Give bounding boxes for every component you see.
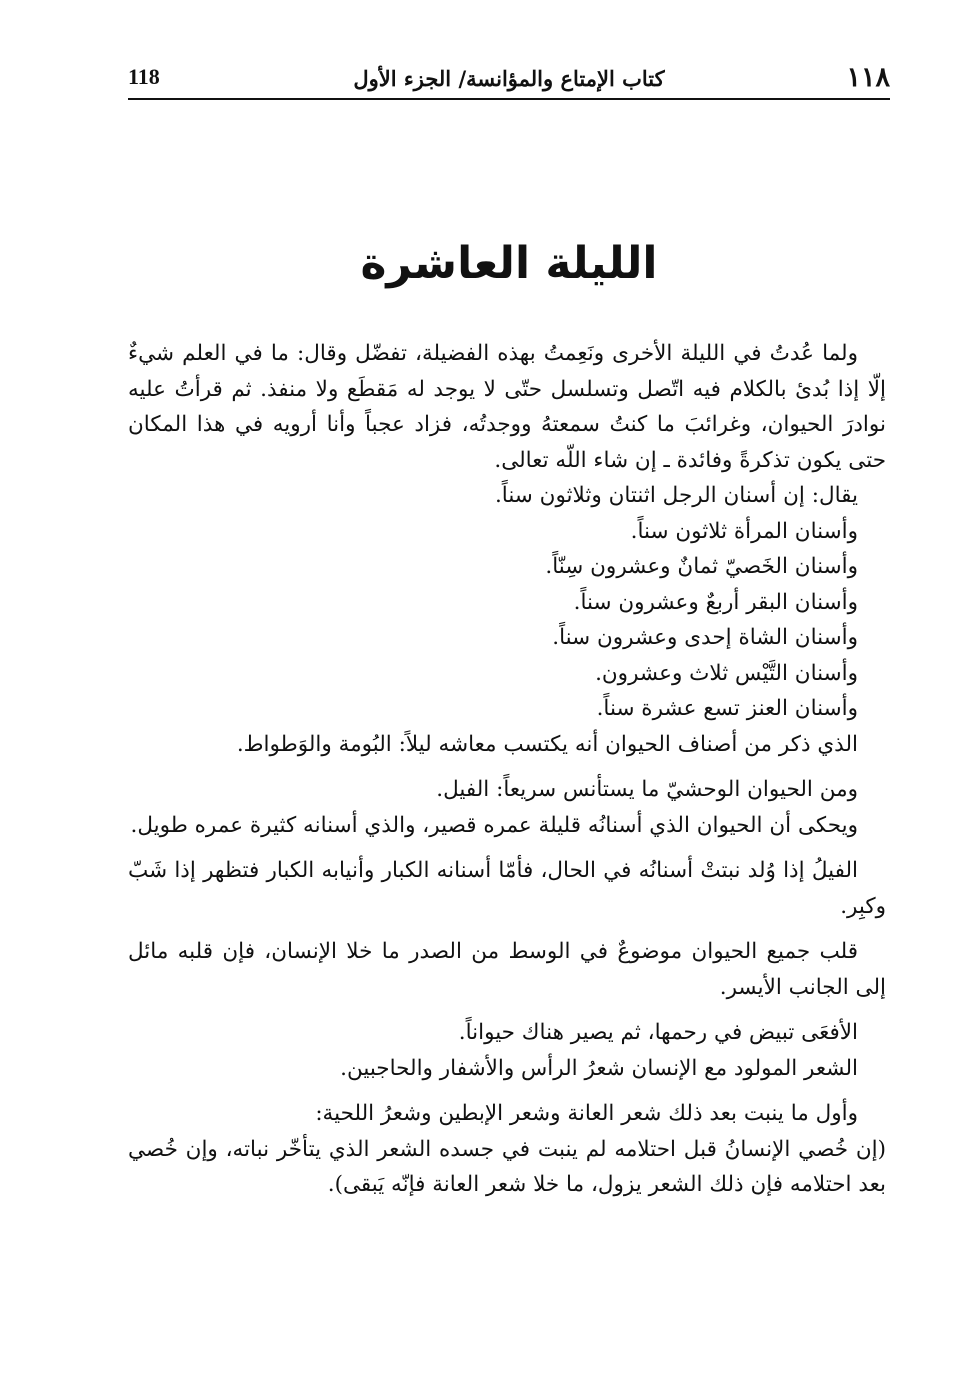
list-item: وأسنان العنز تسع عشرة سناً. (596, 696, 858, 721)
paragraph: قلب جميع الحيوان موضوعٌ في الوسط من الصدر ما خلا الإنسان، فإن قلبه مائل إلى الجانب الأيسر. (128, 939, 886, 1000)
list-item: وأسنان التَّيْس ثلاث وعشرون. (595, 660, 858, 686)
list-item: وأسنان البقر أربعٌ وعشرون سناً. (573, 589, 858, 615)
list-item: وأسنان المرأة ثلاثون سناً. (630, 518, 858, 544)
quote-paragraph: (إن خُصي الإنسانُ قبل احتلامه لم ينبت في جسده الشعر الذي يتأخّر نباته، وإن خُصي بعد احتلامه فإن ذلك الشعر يزول، ما خلا شعر العانة فإنّه يَبقى). (128, 1136, 886, 1197)
page-number: 118 (128, 64, 160, 89)
list-item: يقال: إن أسنان الرجل اثنتان وثلاثون سناً. (494, 483, 858, 508)
list-item: الذي ذكر من أصناف الحيوان أنه يكتسب معاشه ليلاً: البُومة والوَطواط. (236, 731, 858, 757)
page-number-arabic: ١١٨ (846, 62, 890, 93)
paragraph: ويحكى أن الحيوان الذي أسنانُه قليلة عمره قصير، والذي أسنانه كثيرة عمره طويل. (130, 812, 858, 838)
book-title: كتاب الإمتاع والمؤانسة/ الجزء الأول (353, 66, 665, 91)
intro-paragraph: ولما عُدتُ في الليلة الأخرى ونَعِمتُ بهذه الفضيلة، تفضّل وقال: ما في العلم شيءٌ إلّا إذا بُدئ بالكلام فيه اتّصل وتسلسل حتّى لا يوجد له مَقطَع ولا منفذ. ثم قرأتُ عليه نوادرَ الحيوان، وغرائبَ ما كنتُ سمعتهُ ووجدتُه، فزاد عجباً وأنا أرويه في هذا المكان حتى يكون تذكرةً وفائدة ـ إن شاء اللّه تعالى. (128, 341, 886, 473)
body-text (128, 336, 886, 1203)
list-item: الأفعَى تبيض في رحمها، ثم يصير هناك حيواناً. (458, 1020, 858, 1045)
chapter-title: الليلة العاشرة (360, 238, 658, 289)
list-item: وأول ما ينبت بعد ذلك شعر العانة وشعر الإبطين وشعرُ اللحية: (315, 1101, 858, 1126)
list-item: ومن الحيوان الوحشيّ ما يستأنس سريعاً: الفيل. (436, 777, 858, 802)
list-item: الشعر المولود مع الإنسان شعرُ الرأس والأشفار والحاجبين. (340, 1055, 858, 1081)
list-item: وأسنان الخَصيّ ثمانٌ وعشرون سِنّاً. (545, 554, 858, 579)
running-header (128, 58, 890, 100)
list-item: وأسنان الشاة إحدى وعشرون سناً. (552, 625, 858, 650)
paragraph: الفيلُ إذا وُلد نبتتْ أسنانُه في الحال، فأمّا أسنانه الكبار وأنيابه الكبار فتظهر إذا شَبّ وكبِر. (128, 858, 886, 919)
